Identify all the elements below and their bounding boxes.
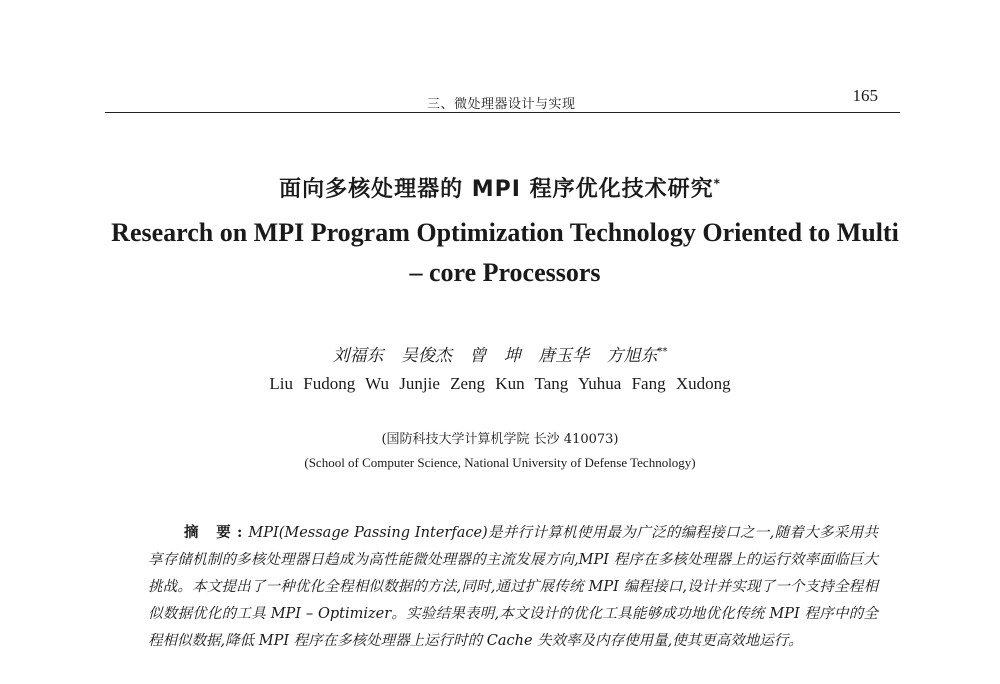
author-footnote-mark: ** [657,346,668,358]
abstract-label: 摘 要: [184,524,249,541]
title-footnote-mark: * [713,176,721,191]
authors-chinese-text: 刘福东 吴俊杰 曾 坤 唐玉华 方旭东 [332,346,658,366]
abstract [148,519,878,655]
affiliation-english: (School of Computer Science, National University of Defense Technology) [304,455,696,470]
title-english: Research on MPI Program Optimization Technology Oriented to Multi – core Processors [111,218,899,287]
affiliation-chinese: (国防科技大学计算机学院 长沙 410073) [381,432,619,447]
page-number: 165 [852,86,878,105]
authors-chinese [0,341,1000,366]
title-chinese [0,172,1000,203]
title-chinese-text: 面向多核处理器的 MPI 程序优化技术研究 [279,177,714,202]
abstract-text: MPI(Message Passing Interface)是并行计算机使用最为广泛的编程接口之一,随着大多采用共享存储机制的多核处理器日趋成为高性能微处理器的主流发展方向,MPI 程序在多核处理器上的运行效率面临巨大挑战。本文提出了一种优化全程相似数据的方法,同时,通过扩展传统 MPI 编程接口,设计并实现了一个支持全程相似数据优化的工具 MPI – Optimizer。实验结果表明,本文设计的优化工具能够成功地优化传统 MPI 程序中的全程相似数据,降低 MPI 程序在多核处理器上运行时的 Cache 失效率及内存使用量,使其更高效地运行。 [148,525,878,649]
authors-english: Liu Fudong Wu Junjie Zeng Kun Tang Yuhua Fang Xudong [269,374,731,393]
running-header [105,86,900,113]
section-label: 三、微处理器设计与实现 [427,97,576,112]
